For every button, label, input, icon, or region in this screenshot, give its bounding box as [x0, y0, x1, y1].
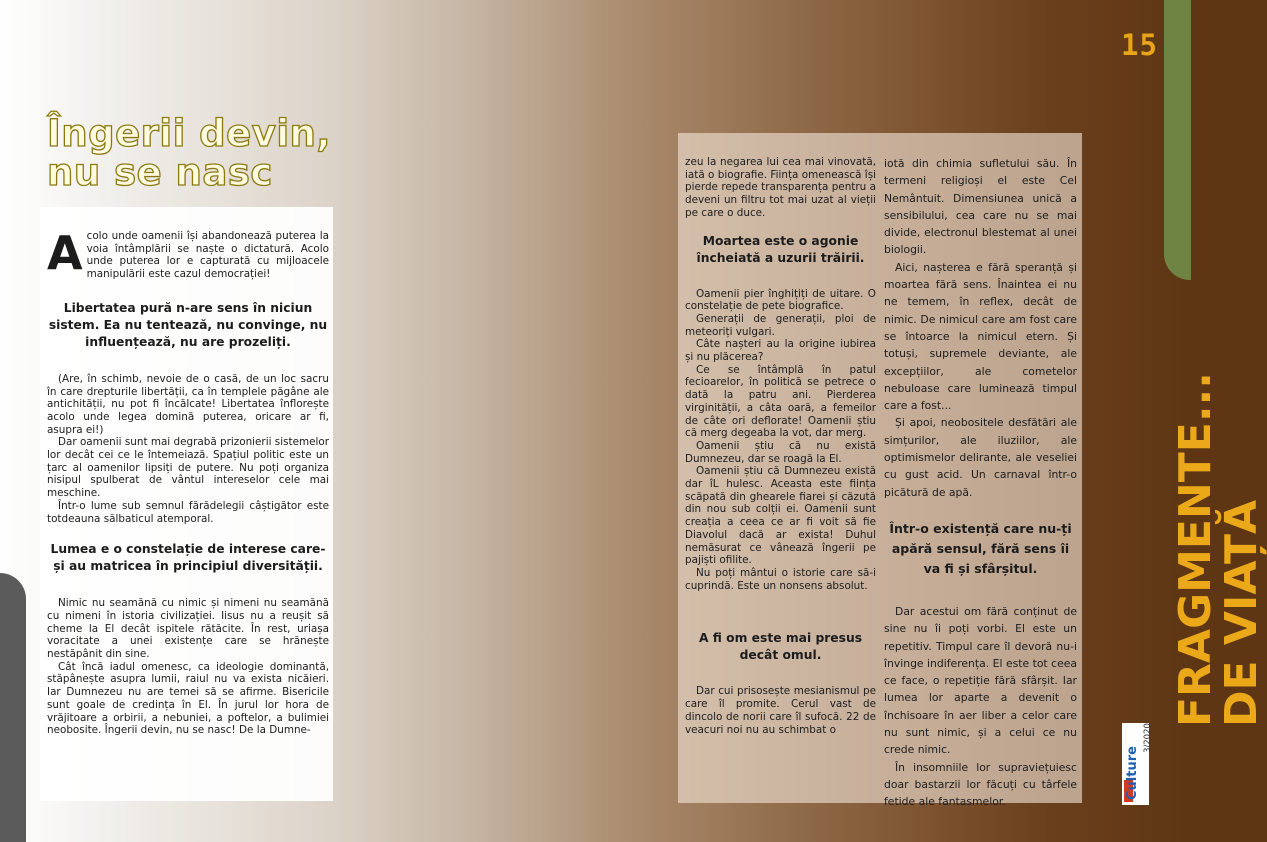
paragraph: Oamenii știu că Dumnezeu există dar îL hulesc. Aceasta este ființa scăpată din ghearele fiarei și căzută din nou sub colții ei. Oamenii sunt creația a ceea ce ar fi voit să fie Diavolul dacă ar exista! Duhul nemăsurat ce vânează îngerii pe pajiști ofilite. — [685, 465, 876, 567]
paragraph: Într-o lume sub semnul fărădelegii câștigător este totdeauna sălbaticul atemporal. — [47, 499, 329, 525]
paragraph: Dar cui prisosește mesianismul pe care îl promite. Cerul vast de dincolo de norii care îl sufocă. 22 de veacuri noi nu au schimbat o — [685, 685, 876, 736]
text-column-2 — [685, 156, 876, 736]
text-column-1 — [47, 226, 329, 737]
paragraph: Câte nașteri au la origine iubirea și nu plăcerea? — [685, 338, 876, 364]
page-number: 15 — [1121, 28, 1158, 62]
paragraph: Dar acestui om fără conținut de sine nu îi poți vorbi. El este un repetitiv. Timpul care îl devoră nu-i învinge indiferența. El este tot ceea ce face, o repetiție fără sfârșit. Iar lumea lor aparte a devenit o închisoare în aer liber a celor care nu sunt nimic, și a celui ce nu crede nimic. — [884, 604, 1077, 757]
title-line-2: nu se nasc — [47, 151, 273, 194]
paragraph: (Are, în schimb, nevoie de o casă, de un loc sacru în care drepturile libertății, ca în templele păgâne ale antichității, nu pot fi încălcate! Libertatea înflorește acolo unde legea domină puterea, oricare ar fi, asupra ei!) — [47, 372, 329, 436]
paragraph: iotă din chimia sufletului său. În termeni religioși el este Cel Nemântuit. Dimensiunea unică a sensibilului, cea care nu se mai divide, electronul blestemat al unei biologii. — [884, 157, 1077, 257]
paragraph: Dar oamenii sunt mai degrabă prizonierii sistemelor lor decât cei ce le întemeiază. Spațiul politic este un țarc al oamenilor lipsiți de putere. Nu poți organiza nisipul spulberat de vântul intereselor cele mai meschine. — [47, 436, 329, 500]
pull-quote-4: A fi om este mai presus decât omul. — [698, 631, 863, 663]
intro-text: colo unde oamenii își abandonează puterea la voia întâmplării se naște o dictatură. Acolo unde puterea lor e capturată cu mijloacele manipulării este cazul democrației! — [86, 230, 329, 281]
paragraph: Cât încă iadul omenesc, ca ideologie dominantă, stăpânește asupra lumii, raiul nu va exista nicăieri. Iar Dumnezeu nu are temei să se afirme. Bisericile sunt goale de credința în El. În jurul lor hora de vrăjitoare a orbirii, a nebuniei, a poftelor, a bulimiei neobosite. Îngerii devin, nu se nasc! De la Dumne- — [47, 660, 329, 737]
paragraph: Aici, nașterea e fără speranță și moartea fără sens. Înaintea ei nu ne temem, în reflex, decât de nimic. De nimicul care am fost care se întoarce la nimicul etern. Și totuși, supremele deviante, ale excepțiilor, ale cometelor nebuloase care luminează timpul care a fost... — [884, 260, 1077, 413]
pull-quote-1: Libertatea pură n-are sens în niciun sistem. Ea nu tentează, nu convinge, nu influențează, nu are prozeliți. — [48, 300, 328, 349]
text-column-3 — [884, 155, 1077, 811]
paragraph: Și apoi, neobositele desfătări ale simțurilor, ale iluziilor, ale optimismelor delirante, ale veseliei cu gust acid. Un carnaval într-o picătură de apă. — [884, 416, 1077, 499]
paragraph: În insomniile lor supraviețuiesc doar bastarzii lor făcuți cu târfele fetide ale fantasmelor. — [884, 760, 1077, 809]
intro-paragraph — [47, 226, 329, 281]
paragraph: Nimic nu seamănă cu nimic și nimeni nu seamănă cu nimeni în istoria civilizației. Iisus nu a reușit să cheme la El decât ispitele rătăcite. În rest, uriașa voracitate a unei existențe care se hrănește nestăpânit din sine. — [47, 597, 329, 661]
paragraph: Oamenii știu că nu există Dumnezeu, dar se roagă la El. — [685, 439, 876, 465]
paragraph: Oamenii pier înghițiți de uitare. O constelație de pete biografice. — [685, 287, 876, 313]
issue-number: 3/2020 — [1143, 723, 1153, 753]
gray-side-tab — [0, 573, 26, 842]
paragraph: Ce se întâmplă în patul fecioarelor, în politică se petrece o dată la patru ani. Pierderea virginității, a câta oară, a femeilor de câte ori deflorate! Oamenii știu că merg degeaba la vot, dar merg. — [685, 363, 876, 440]
drop-cap: A — [47, 226, 83, 280]
magazine-logo: Culture — [1125, 746, 1140, 800]
paragraph: Generații de generații, ploi de meteoriți vulgari. — [685, 312, 876, 338]
paragraph: zeu la negarea lui cea mai vinovată, iată o biografie. Ființa omenească își pierde repede transparența pentru a deveni un filtru tot mai uzat al vieții pe care o duce. — [685, 156, 876, 219]
section-title-line-2: DE VIAȚĂ — [1216, 499, 1267, 727]
pull-quote-5: Într-o existență care nu-ți apără sensul, fără sens îi va fi și sfârșitul. — [889, 520, 1072, 576]
green-side-tab — [1164, 0, 1191, 280]
section-title-line-1: FRAGMENTE... — [1170, 372, 1221, 727]
title-line-1: Îngerii devin, — [47, 112, 331, 155]
pull-quote-2: Lumea e o constelație de interese care-și au matricea în principiul diversității. — [50, 542, 326, 574]
pull-quote-3: Moartea este o agonie încheiată a uzurii trăirii. — [696, 233, 865, 265]
article-title — [47, 114, 331, 192]
paragraph: Nu poți mântui o istorie care să-i cuprindă. Este un nonsens absolut. — [685, 566, 876, 592]
